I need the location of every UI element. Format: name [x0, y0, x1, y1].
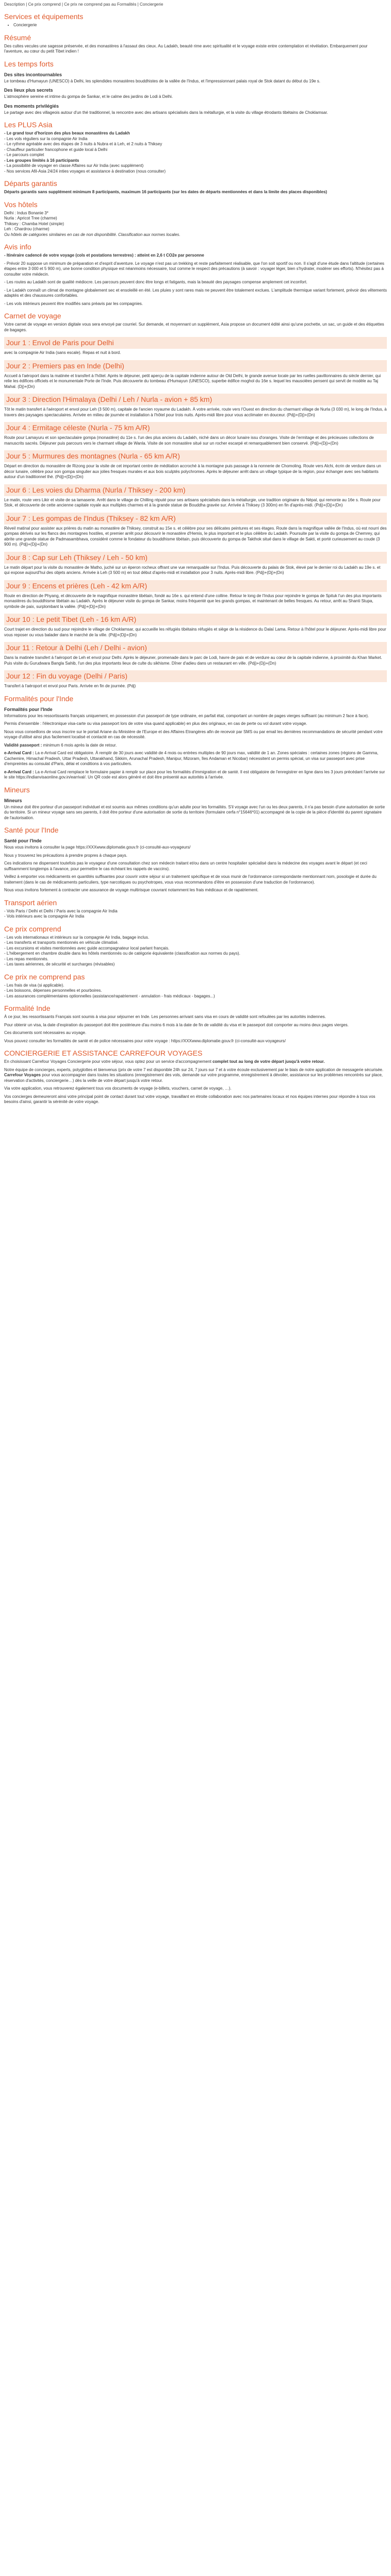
formalites-validity — [4, 743, 387, 749]
plus-asia-item: - La possibilité de voyager en classe Affaires sur Air India (avec supplément) — [4, 163, 144, 168]
avis-text-1: - Itinéraire cadencé de votre voyage (cols et postations terrestres) : atteint en 2,6 t CO2e par personne — [4, 253, 204, 258]
hotels-list — [4, 211, 387, 238]
earrival-label: e-Arrival Card : — [4, 769, 34, 774]
day-text: Dans la matinée transfert à l'aéroport de Leh et envol pour Delhi. Après le déjeuner, promenade dans le parc de Lodi, havre de paix et de verdure au cœur de la capitale indienne, à proximité du Khan Market. Puis visite du Gurudwara Bangla Sahib, l'un des plus importants lieux de culte du sikhisme. Dîner d'adieu dans un restaurant en ville. (Pdj)+(Dj)+(Dn) — [4, 655, 382, 666]
plus-asia-item: - Le rythme agréable avec des étapes de 3 nuits à Nubra et à Leh, et 2 nuits à Thiksey — [4, 142, 162, 146]
sante-text-2: Nous y trouverez les précautions à prendre propres à chaque pays. — [4, 853, 127, 858]
day-heading: Jour 6 : Les voies du Dharma (Nurla / Thiksey - 200 km) — [4, 484, 387, 496]
sante-text-1: Nous vous invitons à consulter la page https://XXXwww.diplomatie.gouv.fr (ci-consulté-aux-voyageurs/ — [4, 845, 191, 850]
transport-heading: Transport aérien — [4, 898, 57, 907]
departs-heading: Départs garantis — [4, 179, 57, 188]
conciergerie-text-4: Vos concierges demeureront ainsi votre principal point de contact durant tout votre voyage, travaillant en étroite collaboration avec nos partenaires locaux et nos équipes internes pour répondre à tous vos besoins d'ainsi, garantir la sérénité de votre voyage. — [4, 1094, 376, 1104]
prix-pas-item: - Les frais de visa (si applicable). — [4, 982, 64, 988]
day-heading: Jour 12 : Fin du voyage (Delhi / Paris) — [4, 670, 387, 682]
sante-text-4: Veillez à emporter vos médicaments en quantités suffisantes pour couvrir votre séjour si un traitement spécifique et de vous munir de l'ordonnance correspondante mentionnant nom, posologie et durée du traitement (dans le cas de médicaments particuliers, type narcotiques ou psychotropes, vous vous recommandons d'être en possession d'une traduction de l'ordonnance). — [4, 874, 377, 885]
plus-asia-item: - Nos services Afil-Asia 24/24 inties voyages et assistance à destination (nous consulter) — [4, 168, 166, 174]
formalites-text-2: Permis d'ensemble : l'électronique visa-carte ou visa passeport lors de votre visa quand applicable) en plus des originaux, en cas de perte ou vol durant votre voyage. — [4, 721, 307, 726]
prix-pas-list — [4, 983, 387, 999]
conciergerie-intro: En choisissant Carrefour Voyages Conciergerie pour votre séjour, vous optez pour un service d'accompagnement — [4, 1059, 213, 1064]
nav-link-prix-pas[interactable]: Ce prix ne comprend pas — [64, 2, 110, 7]
mineurs-text: Un mineur doit être porteur d'un passeport individuel et est soumis aux mêmes conditions qu'un adulte pour les formalités. S'il voyage avec l'un ou les deux parents, il n'a pas besoin d'une autorisation de sortie du territoire. Si un mineur voyage sans ses parents, il doit être porteur d'une autorisation de sortie du territoire (formulaire cerfa n°15646*01) accompagné de la copie de la pièce d'identité du parent signataire de l'autorisation. — [4, 804, 385, 820]
formalites-text-3: Nous vous conseillons de vous inscrire sur le portail Ariane du Ministère de l'Europe et des Affaires Etrangères afin de recevoir par SMS ou par email les dernières recommandations de sécurité pendant votre voyage d'utilisé ainsi plus facilement localisé et contacté en cas de nécessité. — [4, 729, 383, 739]
plus-asia-heading: Les PLUS Asia — [4, 121, 53, 129]
formalites-heading: Formalités pour l'Inde — [4, 694, 74, 703]
day-text: Court trajet en direction du sud pour rejoindre le village de Choklamsar, qui accueille les réfugiés tibétains réfugiés et siège de la résidence du Dalaï Lama. Retour à l'hôtel pour le déjeuner. Après-midi libre pour vous reposer ou vous balader dans le marché de la ville. (Pdj)+(Dj)+(Dn) — [4, 627, 386, 637]
day-text: Départ en direction du monastère de Rizong pour la visite de cet important centre de méditation accroché à la montagne puis passage à la nonnerie de Chomoling. Route vers Alchi, écrin de verdure dans un décor lunaire, célèbre pour son gompa singulier aux jolies fresques murales et aux bois sculptés polychromes. Après le déjeuner arrêt dans un village typique de la région, pour échanger avec ses habitants autour d'un traditionnel thé. (Pdj)+(Dj)+(Dn) — [4, 464, 381, 479]
transport-list — [4, 909, 387, 920]
section-nav — [4, 0, 387, 7]
nav-separator: au — [111, 2, 116, 7]
transport-item: - Vols Paris / Delhi et Delhi / Paris avec la compagnie Air India — [4, 908, 118, 913]
sante-text-3: Ces indications ne dispensent toutefois pas le voyageur d'une consultation chez son médecin traitant et/ou dans un centre hospitalier spécialisé dans la médecine des voyages avant le départ (et ceci suffisamment longtemps à l'avance, pour permettre le cas échéant les rappels de vaccins). — [4, 861, 367, 871]
temps-forts-text-1: Le tombeau d'Humayun (UNESCO) à Delhi, les splendides monastères bouddhistes de la vallée de l'Indus, et l'impressionnant palais royal de Stok datant du début du 19e s. — [4, 78, 320, 83]
formalites-text-1: Informations pour les ressortissants français uniquement, en possession d'un passeport de type ordinaire, en parfait état, comportant un nombre de pages vierges suffisant (au minimum 2 face à face). — [4, 713, 369, 718]
plus-asia-item: - Le parcours complet — [4, 152, 44, 157]
formalite-inde-text-2: Pour obtenir un visa, la date d'expiration du passeport doit être postérieure d'au moins 6 mois à la date de fin de validité du visa et le passeport doit comporter au moins deux pages vierges. — [4, 1022, 349, 1027]
nav-separator: | — [137, 2, 139, 7]
day-heading: Jour 5 : Murmures des montagnes (Nurla - 65 km A/R) — [4, 450, 387, 462]
conciergerie-highlight: complet tout au long de votre départ jusqu'à votre retour. — [212, 1059, 325, 1064]
prix-comprend-heading: Ce prix comprend — [4, 924, 61, 933]
plus-asia-item: - Le grand tour d'horizon des plus beaux monastères du Ladakh — [4, 131, 130, 135]
plus-asia-item: - Chauffeur particulier francophone et guide local à Delhi — [4, 147, 107, 152]
formalite-inde-text-1: À ce jour, les ressortissants Français sont soumis à visa pour séjourner en Inde. Les personnes arrivant sans visa en cours de validité sont refoulées par les autorités indiennes. — [4, 1014, 326, 1019]
avis-text-2: - Prévoir 20 suppose un minimum de préparation et d'esprit d'aventure. Le voyage n'est pas un trekking et reste parfaitement réalisable, que l'on soit sportif ou non. Il s'agit d'une étude dans l'altitude (certaines étapes entre 3 000 et 5 900 m), une bonne condition physique est néanmoins nécessaire, tout comme le respect des précautions (à savoir : voyager léger, bien s'hydrater, modérer ses efforts). N'hésitez pas à consulter votre médecin. — [4, 261, 384, 277]
services-heading: Services et équipements — [4, 12, 84, 21]
hotels-heading: Vos hôtels — [4, 200, 38, 209]
carnet-text: Votre carnet de voyage en version digitale vous sera envoyé par courriel. Sur demande, et moyennant un supplément, Asia propose un document édité ainsi qu'une pochette, un sac, un guide et des étiquettes de bagages. — [4, 322, 384, 332]
day-heading: Jour 11 : Retour à Delhi (Leh / Delhi - avion) — [4, 642, 387, 654]
transport-item: - Vols intérieurs avec la compagnie Air India — [4, 914, 85, 919]
sante-subheading: Santé pour l'Inde — [4, 838, 42, 843]
day-heading: Jour 10 : Le petit Tibet (Leh - 16 km A/R) — [4, 614, 387, 625]
day-heading: Jour 7 : Les gompas de l'Indus (Thiksey - 82 km A/R) — [4, 513, 387, 524]
validity-text: minimum 6 mois après la date de retour. — [42, 742, 117, 748]
formalite-inde-text-3: Ces documents sont nécessaires au voyage. — [4, 1030, 87, 1035]
plus-asia-list — [4, 131, 387, 174]
day-heading: Jour 1 : Envol de Paris pour Delhi — [4, 337, 387, 349]
conciergerie-text-3: Via votre application, vous retrouverez également tous vos documents de voyage (e-billets, vouchers, carnet de voyage, …). — [4, 1086, 232, 1091]
temps-forts-heading: Les temps forts — [4, 59, 54, 68]
temps-forts-sub-2: Des lieux plus secrets — [4, 88, 53, 93]
departs-text: Départs garantis sans supplément minimum 8 participants, maximum 16 participants (sur les dates de départs mentionnées et dans la limite des places disponibles) — [4, 190, 327, 194]
conciergerie-team: Notre équipe de concierges, experts, polyglottes et bienvenus (prix de votre 7 est disponible 24h sur 24, 7 jours sur 7 et à votre écoute exclusivement par le biais de notre application de messagerie sécurisée. — [4, 1067, 384, 1072]
day-text: Route pour Lamayuru et son spectaculaire gompa (monastère) du 11e s. l'un des plus anciens du Ladakh, niché dans un décor lunaire issu d'oranges. Visite de l'ermitage et des précieuses collections de manuscrits sacrés. Déjeuner puis parcours vers le charmant village de Wanla. Visite de son monastère situé sur un rocher escarpé et remarquablement bien conservé. (Pdj)+(Dj)+(Dn) — [4, 435, 374, 446]
hotel-item: Leh : Chardrou (charme) — [4, 227, 50, 231]
carnet-heading: Carnet de voyage — [4, 312, 61, 320]
day-text: Accueil à l'aéroport dans la matinée et transfert à l'hôtel. Après le déjeuner, petit aperçu de la capitale indienne autour de Old Delhi, le grande avenue locale par les ruelles pavillonnaires du siècle dernier, qui relie les édifices officiels et le monumentale Porte de l'Inde. Puis découverte du tombeau d'Humayun (UNESCO), superbe édifice moghol du 16e s. lequel les mausolées pensent qui servit de modèle au Taj Mahal. (Dj)+(Dn) — [4, 373, 381, 389]
mineurs-subheading: Mineurs — [4, 798, 22, 803]
prix-comprend-item: - Les excursions et visites mentionnées avec guide accompagnateur local parlant français. — [4, 945, 170, 951]
conciergerie-team-rest: pour vous accompagner dans toutes les situations (enregistrement des vols, demande sur votre programme, enregistrement à dévoiler, assistance sur les problèmes rencontrés sur place, réservation d'activités, conciergerie…) dès la veille de votre départ jusqu'à votre retour. — [4, 1073, 383, 1083]
validity-label: Validité passeport : — [4, 742, 42, 748]
formalites-subheading: Formalités pour l'Inde — [4, 706, 53, 712]
day-heading: Jour 8 : Cap sur Leh (Thiksey / Leh - 50 km) — [4, 552, 387, 564]
day-heading: Jour 9 : Encens et prières (Leh - 42 km A/R) — [4, 580, 387, 592]
day-text: Transfert à l'aéroport et envol pour Paris. Arrivée en fin de journée. (Pdj) — [4, 684, 136, 688]
day-text: Le matin départ pour la visite du monastère de Matho, juché sur un éperon rocheux offrant une vue remarquable sur l'Indus. Puis découverte du palais de Stok, élevé par le dernier roi du Ladakh au 19e s. et qui expose aujourd'hui des objets anciens. Arrivée à Leh (3 500 m) en tout début d'après-midi et installation pour 3 nuits. Après-midi libre. (Pdj)+(Dj)+(Dn) — [4, 565, 381, 575]
sante-heading: Santé pour l'Inde — [4, 826, 59, 834]
temps-forts-text-2: L'atmosphère sereine et intime du gompa de Sankar, et le calme des jardins de Lodi à Delhi. — [4, 94, 173, 99]
prix-pas-item: - Les boissons, dépenses personnelles et pourboires. — [4, 988, 102, 993]
hotel-item: Delhi : Indus Bonanie 3* — [4, 210, 48, 215]
hotel-item: Nurla : Apricot Tree (charme) — [4, 216, 57, 221]
nav-link-description[interactable]: Description — [4, 2, 25, 7]
nav-separator: | — [61, 2, 63, 7]
day-text: Le matin, route vers Likir et visite de sa lamaserie. Arrêt dans le village de Chilling réputé pour ses artisans spécialisés dans la métallurgie, une tradition originaire du Népal, qui remonte au 16e s. Route pour Stok, et découverte de cette ancienne capitale royale aux multiples charmes et à la grande statue de Bouddha gravée sur. Arrivée à Thiksey (3 300m) en fin d'après-midi. (Pdj)+(Dj)+(Dn) — [4, 497, 381, 507]
conciergerie-brand: Carrefour Voyages — [4, 1073, 41, 1077]
earrival-text: La e-Arrival Card remplace le formulaire papier à remplir sur place pour les formalités d'immigration et de santé. Il est obligatoire de l'enregistrer en ligne dans les 3 jours précédant l'arrivée sur le site https://indianvisaonline.gov.in/earrival/. Un QR code est alors généré et doit être présenté aux autorités à l'arrivée. — [4, 769, 385, 779]
prix-pas-heading: Ce prix ne comprend pas — [4, 972, 85, 981]
conciergerie-text-2 — [4, 1067, 387, 1084]
plus-asia-item: - Les vols réguliers sur la compagnie Air India — [4, 136, 88, 141]
prix-comprend-item: - Les taxes aériennes, de sécurité et surcharges (révisables) — [4, 962, 115, 967]
prix-comprend-item: - Les vols internationaux et intérieurs sur la compagnie Air India, bagage inclus. — [4, 935, 150, 940]
prix-comprend-item: - Les transferts et transports mentionnés en véhicule climatisé. — [4, 940, 119, 945]
temps-forts-sub-3: Des moments privilégiés — [4, 103, 59, 109]
hotel-note: Ou hôtels de catégories similaires en cas de non disponibilité. Classification aux normes locales. — [4, 232, 181, 237]
resume-heading: Résumé — [4, 33, 31, 42]
prix-comprend-list — [4, 935, 387, 968]
prix-pas-item: - Les assurances complémentaires optionnelles (assistance/rapatriement - annulation - frais médicaux - bagages...) — [4, 993, 215, 998]
day-text: Route en direction de Phyang, et découverte de le magnifique monastère tibétain, fondé au 16e s. qui entend d'une colline. Retour le long de l'Indus pour rejoindre le gompa de Spituk l'un des plus importants monastères du bouddhisme tibétain au Ladakh. Après le déjeuner visite du gompa de Sankar, moins fréquenté que les grands gompas, et maintenant de belles fresques. Au retour, arrêt au Shanti Stupa, symbole de paix, surplombant la vallée. (Pdj)+(Dj)+(Dn) — [4, 593, 382, 609]
day-heading: Jour 4 : Ermitage céleste (Nurla - 75 km A/R) — [4, 422, 387, 434]
earrival-label: e-Arrival Card : — [4, 751, 34, 755]
prix-comprend-item: - Les repas mentionnés. — [4, 956, 48, 961]
hotel-item: Thiksey : Chamba Hotel (simple) — [4, 221, 64, 226]
prix-comprend-item: - L'hébergement en chambre double dans les hôtels mentionnés ou de catégorie équivalente (classification aux normes du pays). — [4, 951, 240, 956]
formalites-earrival-2 — [4, 770, 387, 781]
plus-asia-item: - Les groupes limités à 16 participants — [4, 158, 79, 163]
day-heading: Jour 2 : Premiers pas en Inde (Delhi) — [4, 360, 387, 372]
page — [0, 0, 391, 1105]
day-text: Réveil matinal pour assister aux prières du matin au monastère de Thiksey, construit au 15e s. et célèbre pour ses délicates peintures et ses étages. Route dans la magnifique vallée de l'Indus, où est nourri des gompas dérivés sur les flancs des montagnes hostiles, et premier arrêt pour découvrir le monastère d'Hemis, le plus important et le plus célèbre du Ladakh. Poursuite par la visite du gompa de Chemrey, qui abrite une grande statue de Padmasambhava, considéré comme le fondateur du bouddhisme tibétain, puis découverte du gompa de Takthok situé dans le village de Sakti, et porté curieusement au coude (3 900 m). (Pdj)+(Dj)+(Dn) — [4, 526, 387, 547]
formalite-inde-heading: Formalité Inde — [4, 1004, 51, 1012]
conciergerie-text-1 — [4, 1059, 387, 1065]
services-item: • Conciergerie — [13, 23, 387, 28]
avis-text-4: - Le Ladakh connaît un climat de montagne globalement sec et ensoleillé en été. Les pluies y sont rares mais ne peuvent être totalement exclues. L'amplitude thermique variant fortement, prévoir des vêtements adaptés et des chaussures confortables. — [4, 287, 387, 298]
avis-text-5: - Les vols intérieurs peuvent être modifiés sans préavis par les compagnies. — [4, 301, 143, 306]
day-heading: Jour 3 : Direction l'Himalaya (Delhi / Leh / Nurla - avion + 85 km) — [4, 394, 387, 405]
mineurs-heading: Mineurs — [4, 785, 30, 794]
conciergerie-heading: CONCIERGERIE ET ASSISTANCE CARREFOUR VOYAGES — [4, 1049, 203, 1057]
formalite-inde-text-4: Vous pouvez consulter les formalités de santé et de police nécessaires pour votre voyage : https://XXXwww.diplomatie.gouv.fr (ci-consulté-aux-voyageurs/ — [4, 1038, 286, 1043]
nav-separator: | — [26, 2, 27, 7]
resume-text: Des cultes vecules une sagesse préservée, et des monastères à l'assaut des cieux. Au Ladakh, beauté rime avec spiritualité et le voyage existe entre contemplation et révélation. Embarquement pour l'aventure, au cœur du petit Tibet indien ! — [4, 43, 368, 54]
temps-forts-sub-1: Des sites incontournables — [4, 72, 62, 77]
services-list — [4, 23, 387, 28]
earrival-text: La e-Arrival Card est obligatoire. À remplir de 30 jours avec validité de 4 mois ou entrées multiples de 90 jours max, validité de 1 an. Zones spéciales : certaines zones (régions de Gamma, Cachemire, Himachal Pradesh, Uttar Pradesh, Uttarakhand, Sikkim, Arunachal Pradesh, Manipur, Mizoram, îles Andaman et Nicobar) nécessitent un permis spécial, un visa sur passeport avec prise d'empreintes au consulat d'Paris, délai et conditions à vos particuliers. — [4, 751, 379, 766]
avis-heading: Avis info — [4, 243, 31, 251]
nav-link-conciergerie[interactable]: Conciergerie — [139, 2, 164, 7]
temps-forts-text-3: Le partage avec des villageois autour d'un thé traditionnel, la rencontre avec des artisans spécialisés dans la métallurgie, et la visite du village étrodants tibétains de Choklamsar. — [4, 110, 328, 115]
nav-link-prix-comprend[interactable]: Ce prix comprend — [28, 2, 61, 7]
nav-link-formalites[interactable]: Formalités — [117, 2, 137, 7]
day-text: avec la compagnie Air India (sans escale). Repas et nuit à bord. — [4, 350, 121, 355]
formalites-earrival-1 — [4, 751, 387, 767]
sante-text-5: Nous vous invitons fortement à contracter une assurance de voyage multirisque couvrant notamment les frais médicaux et de rapatriement. — [4, 888, 259, 892]
day-text: Tôt le matin transfert à l'aéroport et envol pour Leh (3 500 m), capitale de l'ancien royaume du Ladakh. À votre arrivée, route vers l'Ouest en direction du charmant village de Nurla (3 030 m), le long de l'Indus, à travers des paysages spectaculaires. Arrivée en milieu de journée et installation à l'hôtel pour trois nuits. Après-midi libre pour vous acclimater en douceur. (Pdj)+(Dj)+(Dn) — [4, 407, 387, 417]
avis-text-3: - Les routes au Ladakh sont de qualité médiocre. Les parcours peuvent donc être longs et fatigants, mais la beauté des paysages compense amplement cet inconfort. — [4, 280, 307, 284]
